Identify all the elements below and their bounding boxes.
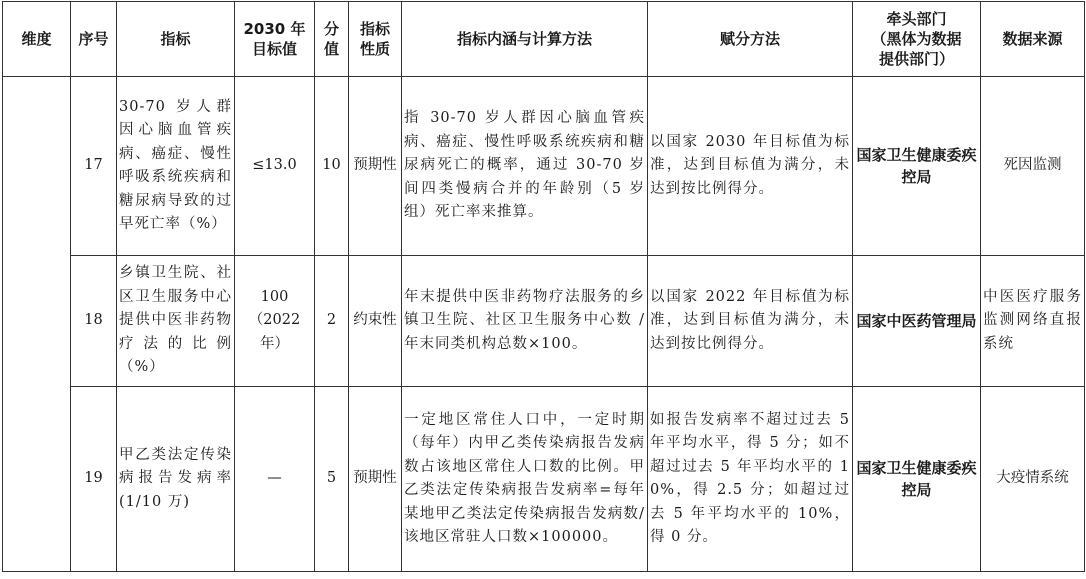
row-source: 中医医疗服务监测网络直报系统 [981,256,1085,387]
header-lead-dept: 牵头部门 （黑体为数据 提供部门） [853,2,981,77]
row-nature: 预期性 [349,387,402,572]
row-lead-dept: 国家卫生健康委疾控局 [853,77,981,256]
row-nature: 预期性 [349,77,402,256]
header-scoring: 赋分方法 [648,2,853,77]
header-definition: 指标内涵与计算方法 [402,2,648,77]
row-definition: 一定地区常住人口中，一定时期（每年）内甲乙类传染病报告发病数占该地区常住人口数的比例。甲乙类法定传染病报告发病率=每年某地甲乙类法定传染病报告发病数/该地区常驻人口数×100000。 [402,387,648,572]
row-indicator: 甲乙类法定传染病报告发病率(1/10 万) [117,387,235,572]
row-scoring: 如报告发病率不超过过去 5 年平均水平，得 5 分；如不超过过去 5 年平均水平的 10%，得 2.5 分；如超过过去 5 年平均水平的 10%，得 0 分。 [648,387,853,572]
row-seq: 17 [71,77,117,256]
row-nature: 约束性 [349,256,402,387]
row-lead-dept: 国家卫生健康委疾控局 [853,387,981,572]
row-source: 死因监测 [981,77,1085,256]
header-score: 分值 [315,2,349,77]
indicator-table [2,1,1085,572]
header-indicator: 指标 [117,2,235,77]
row-score: 5 [315,387,349,572]
header-source: 数据来源 [981,2,1085,77]
row-lead-dept: 国家中医药管理局 [853,256,981,387]
row-scoring: 以国家 2030 年目标值为标准，达到目标值为满分，未达到按比例得分。 [648,77,853,256]
row-scoring: 以国家 2022 年目标值为标准，达到目标值为满分，未达到按比例得分。 [648,256,853,387]
header-target: 2030 年 目标值 [235,2,315,77]
row-target: — [235,387,315,572]
row-score: 10 [315,77,349,256]
table-row [3,77,1085,256]
row-indicator: 乡镇卫生院、社区卫生服务中心提供中医非药物疗法的比例（%） [117,256,235,387]
row-seq: 19 [71,387,117,572]
row-indicator: 30-70 岁人群因心脑血管疾病、癌症、慢性呼吸系统疾病和糖尿病导致的过早死亡率（%） [117,77,235,256]
header-row [3,2,1085,77]
header-dimension: 维度 [3,2,71,77]
row-source: 大疫情系统 [981,387,1085,572]
row-score: 2 [315,256,349,387]
row-target: 100 （2022 年） [235,256,315,387]
row-target: ≤13.0 [235,77,315,256]
table-row [3,387,1085,572]
row-definition: 指 30-70 岁人群因心脑血管疾病、癌症、慢性呼吸系统疾病和糖尿病死亡的概率，通过 30-70 岁间四类慢病合并的年龄别（5 岁组）死亡率来推算。 [402,77,648,256]
row-seq: 18 [71,256,117,387]
row-definition: 年末提供中医非药物疗法服务的乡镇卫生院、社区卫生服务中心数 / 年末同类机构总数×100。 [402,256,648,387]
header-nature: 指标 性质 [349,2,402,77]
dimension-cell [3,77,71,572]
table-row [3,256,1085,387]
header-seq: 序号 [71,2,117,77]
